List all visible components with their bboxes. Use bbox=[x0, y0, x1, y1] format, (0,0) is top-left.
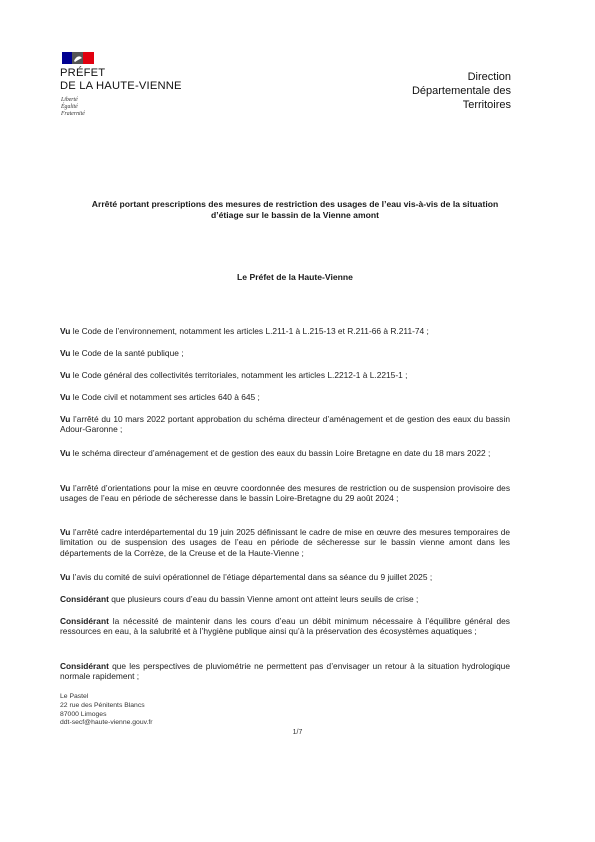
visa-text: l’arrêté d’orientations pour la mise en œuvre coordonnée des mesures de restriction ou de suspension provisoire des usages de l’eau en période de sécheresse dans le bassin Loire-Bretagne du 29 août 2024 ; bbox=[60, 483, 511, 504]
visa-text: l’arrêté du 10 mars 2022 portant approbation du schéma directeur d’aménagement et de gestion des eaux du bassin Adour-Garonne ; bbox=[60, 414, 510, 435]
republic-motto bbox=[61, 97, 85, 118]
visa-text: le Code de la santé publique ; bbox=[72, 348, 184, 358]
visa-text: l’arrêté cadre interdépartemental du 19 juin 2025 définissant le cadre de mise en œuvre des mesures temporaires de limitation ou de suspension des usages de l’eau en période de sécheresse sur le bassin vienne amont dans les départements de la Corrèze, de la Creuse et de la Haute-Vienne ; bbox=[60, 527, 511, 558]
considerant-paragraph bbox=[60, 661, 510, 682]
visa-text: le schéma directeur d’aménagement et de gestion des eaux du bassin Loire Bretagne en date du 18 mars 2022 ; bbox=[72, 448, 491, 458]
visa-paragraph bbox=[60, 414, 510, 435]
visa-lead: Vu bbox=[60, 392, 71, 402]
visa-paragraph bbox=[60, 326, 510, 336]
visa-text: le Code de l’environnement, notamment les articles L.211-1 à L.215-13 et R.211-66 à R.211-74 ; bbox=[72, 326, 429, 336]
motto-line-3: Fraternité bbox=[61, 111, 85, 117]
visa-paragraph bbox=[60, 370, 510, 380]
prefet-heading: Le Préfet de la Haute-Vienne bbox=[237, 272, 353, 282]
direction-line-3: Territoires bbox=[462, 99, 511, 111]
visa-text: l’avis du comité de suivi opérationnel de l’étiage départemental dans sa séance du 9 juillet 2025 ; bbox=[72, 572, 433, 582]
visa-paragraph bbox=[60, 348, 510, 358]
visa-paragraph bbox=[60, 572, 510, 582]
motto-line-2: Égalité bbox=[61, 104, 78, 110]
page-number: 1/7 bbox=[292, 729, 303, 736]
address-line-3: 87000 Limoges bbox=[60, 710, 107, 718]
visa-lead: Vu bbox=[60, 572, 71, 582]
direction-line-2: Départementale des bbox=[411, 85, 511, 97]
prefet-line-1: PRÉFET bbox=[60, 67, 106, 79]
title-line-1: Arrêté portant prescriptions des mesures de restriction des usages de l’eau vis-à-vis de la situation bbox=[91, 199, 499, 209]
considerant-text: que plusieurs cours d’eau du bassin Vienne amont ont atteint leurs seuils de crise ; bbox=[111, 594, 419, 604]
visa-lead: Vu bbox=[60, 326, 71, 336]
prefet-title bbox=[60, 67, 182, 93]
considerant-lead: Considérant bbox=[60, 616, 109, 626]
considerant-lead: Considérant bbox=[60, 594, 109, 604]
issuing-direction bbox=[412, 70, 511, 112]
considerant-paragraph bbox=[60, 616, 510, 637]
visa-paragraph bbox=[60, 483, 510, 504]
address-line-2: 22 rue des Pénitents Blancs bbox=[60, 701, 145, 709]
contact-email: ddt-secf@haute-vienne.gouv.fr bbox=[60, 719, 153, 727]
visa-lead: Vu bbox=[60, 370, 71, 380]
visa-lead: Vu bbox=[60, 348, 71, 358]
visa-paragraph bbox=[60, 527, 510, 558]
considerant-lead: Considérant bbox=[60, 661, 109, 671]
considerant-paragraph bbox=[60, 594, 510, 604]
visa-lead: Vu bbox=[60, 414, 71, 424]
footer-address bbox=[60, 693, 153, 728]
visa-text: le Code général des collectivités territoriales, notamment les articles L.2212-1 à L.2215-1 ; bbox=[72, 370, 408, 380]
document-title bbox=[60, 199, 530, 221]
visa-lead: Vu bbox=[60, 483, 71, 493]
motto-line-1: Liberté bbox=[61, 97, 78, 103]
visa-paragraph bbox=[60, 392, 510, 402]
marianne-logo-icon bbox=[62, 52, 94, 64]
visa-paragraph bbox=[60, 448, 510, 458]
prefet-line-2: DE LA HAUTE-VIENNE bbox=[60, 80, 182, 92]
title-line-2: d’étiage sur le bassin de la Vienne amont bbox=[211, 210, 379, 220]
visa-text: le Code civil et notamment ses articles 640 à 645 ; bbox=[72, 392, 260, 402]
direction-line-1: Direction bbox=[467, 71, 511, 83]
visa-lead: Vu bbox=[60, 527, 71, 537]
considerant-text: que les perspectives de pluviométrie ne permettent pas d’envisager un retour à la situation hydrologique normale rapidement ; bbox=[60, 661, 510, 682]
address-line-1: Le Pastel bbox=[60, 693, 89, 700]
considerant-text: la nécessité de maintenir dans les cours d’eau un débit minimum nécessaire à l’équilibre général des ressources en eau, à la salubrité et à l’hygiène publique ainsi qu’à la préservation des écosystèmes aquatiques ; bbox=[60, 616, 510, 637]
visa-lead: Vu bbox=[60, 448, 71, 458]
